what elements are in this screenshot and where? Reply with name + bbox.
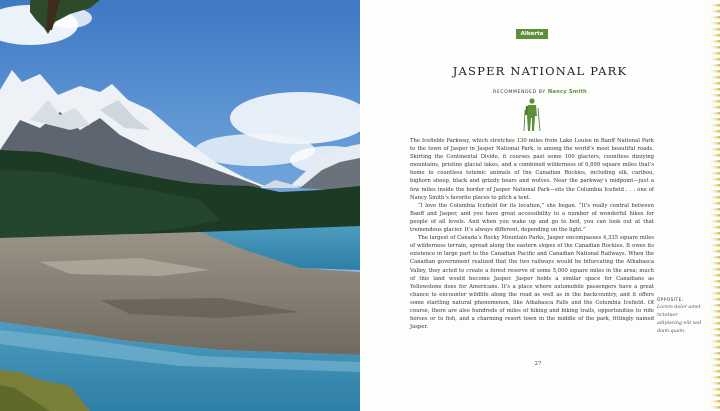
edge-stripe [708,328,720,331]
sidenote-text: Lorem dolor amet nctetuer adipiscing elit sed diam quam. [657,305,702,334]
edge-stripe [708,250,720,253]
edge-stripe [708,220,720,223]
page-edge-stripes [706,0,720,411]
edge-stripe [708,118,720,121]
edge-stripe [708,202,720,205]
edge-stripe [708,112,720,115]
page-title: JASPER NATIONAL PARK [452,64,628,78]
edge-stripe [708,358,720,361]
edge-stripe [708,232,720,235]
paragraph-2: “I love the Columbia Icefield for its location,” she began. “It’s really central between Banff and Jasper, and you have great accessibility to a number of wonderful hikes for people of all levels. And when you wake up and go to bed, you can look out at that tremendous glacier. It’s always different, depending on the light.” [410,202,654,234]
edge-stripe [708,334,720,337]
edge-stripe [708,370,720,373]
edge-stripe [708,394,720,397]
edge-stripe [708,268,720,271]
edge-stripe [708,190,720,193]
edge-stripe [708,382,720,385]
edge-stripe [708,70,720,73]
edge-stripe [708,22,720,25]
edge-stripe [708,262,720,265]
edge-stripe [708,406,720,409]
edge-stripe [708,316,720,319]
region-tab: Alberta [516,29,548,39]
edge-stripe [708,238,720,241]
edge-stripe [708,10,720,13]
edge-stripe [708,340,720,343]
edge-stripe [708,58,720,61]
edge-stripe [708,352,720,355]
edge-stripe [708,16,720,19]
edge-stripe [708,364,720,367]
edge-stripe [708,310,720,313]
edge-stripe [708,304,720,307]
edge-stripe [708,136,720,139]
hiker-icon [523,98,541,132]
edge-stripe [708,184,720,187]
edge-stripe [708,106,720,109]
edge-stripe [708,292,720,295]
edge-stripe [708,208,720,211]
paragraph-3: The largest of Canada’s Rocky Mountain Parks, Jasper encompasses 4,335 square miles of wilderness terrain, spread along the eastern slopes of the Canadian Rockies. It owes its existence in large part to the Canadian Pacific and Canadian National Railways. When the Canadian government realized that the two railways would be bifurcating the Athabasca Valley, they acted to create a forest reserve of some 5,000 square miles in the area; much of this land would become Jasper. Jasper holds a similar space for Canadians as Yellowstone does for Americans. It’s a place where automobile passengers have a great chance to encounter wildlife along the road as well as in the backcountry, and it offers some startling natural phenomenon, like Athabasca Falls and the Columbia Icefield. Of course, there are also hundreds of miles of hiking and biking trails, opportunities to ride horses or to fish, and a charming resort town in the middle of the park, fittingly named Jasper. [410,235,654,331]
edge-stripe [708,148,720,151]
paragraph-1: The Icefields Parkway, which stretches 130 miles from Lake Louise in Banff National Park to the town of Jasper in Jasper National Park, is among the world’s most beautiful roads. Skirting the Continental Divide, it courses past some 100 glaciers, countless dizzying mountains, pristine glacial lakes, and a combined wilderness of 6,899 square miles that’s home to countless totemic animals of the Canadian Rockies, including elk, caribou, bighorn sheep, black and grizzly bears and wolves. Near the parkway’s midpoint—just a few miles inside the border of Jasper National Park—sits the Columbia Icefield . . . one of Nancy Smith’s favorite places to pitch a tent. [410,138,654,201]
text-page [360,0,720,411]
edge-stripe [708,196,720,199]
edge-stripe [708,142,720,145]
edge-stripe [708,160,720,163]
edge-stripe [708,214,720,217]
edge-stripe [708,322,720,325]
article-body [410,137,654,331]
edge-stripe [708,34,720,37]
byline [360,89,720,95]
byline-name: Nancy Smith [547,89,587,95]
edge-stripe [708,286,720,289]
edge-stripe [708,298,720,301]
sidenote-label: OPPOSITE: [657,297,684,302]
edge-stripe [708,124,720,127]
edge-stripe [708,94,720,97]
page-number: 27 [534,361,542,367]
edge-stripe [708,88,720,91]
edge-stripe [708,256,720,259]
edge-stripe [708,400,720,403]
edge-stripe [708,82,720,85]
photo-caption-sidenote [657,296,703,336]
edge-stripe [708,130,720,133]
edge-stripe [708,274,720,277]
edge-stripe [708,52,720,55]
edge-stripe [708,76,720,79]
edge-stripe [708,388,720,391]
edge-stripe [708,346,720,349]
edge-stripe [708,226,720,229]
byline-prefix: RECOMMENDED BY [493,90,546,95]
edge-stripe [708,166,720,169]
edge-stripe [708,40,720,43]
edge-stripe [708,100,720,103]
edge-stripe [708,280,720,283]
edge-stripe [708,154,720,157]
edge-stripe [708,172,720,175]
edge-stripe [708,64,720,67]
edge-stripe [708,4,720,7]
edge-stripe [708,244,720,247]
edge-stripe [708,178,720,181]
edge-stripe [708,46,720,49]
edge-stripe [708,376,720,379]
edge-stripe [708,28,720,31]
